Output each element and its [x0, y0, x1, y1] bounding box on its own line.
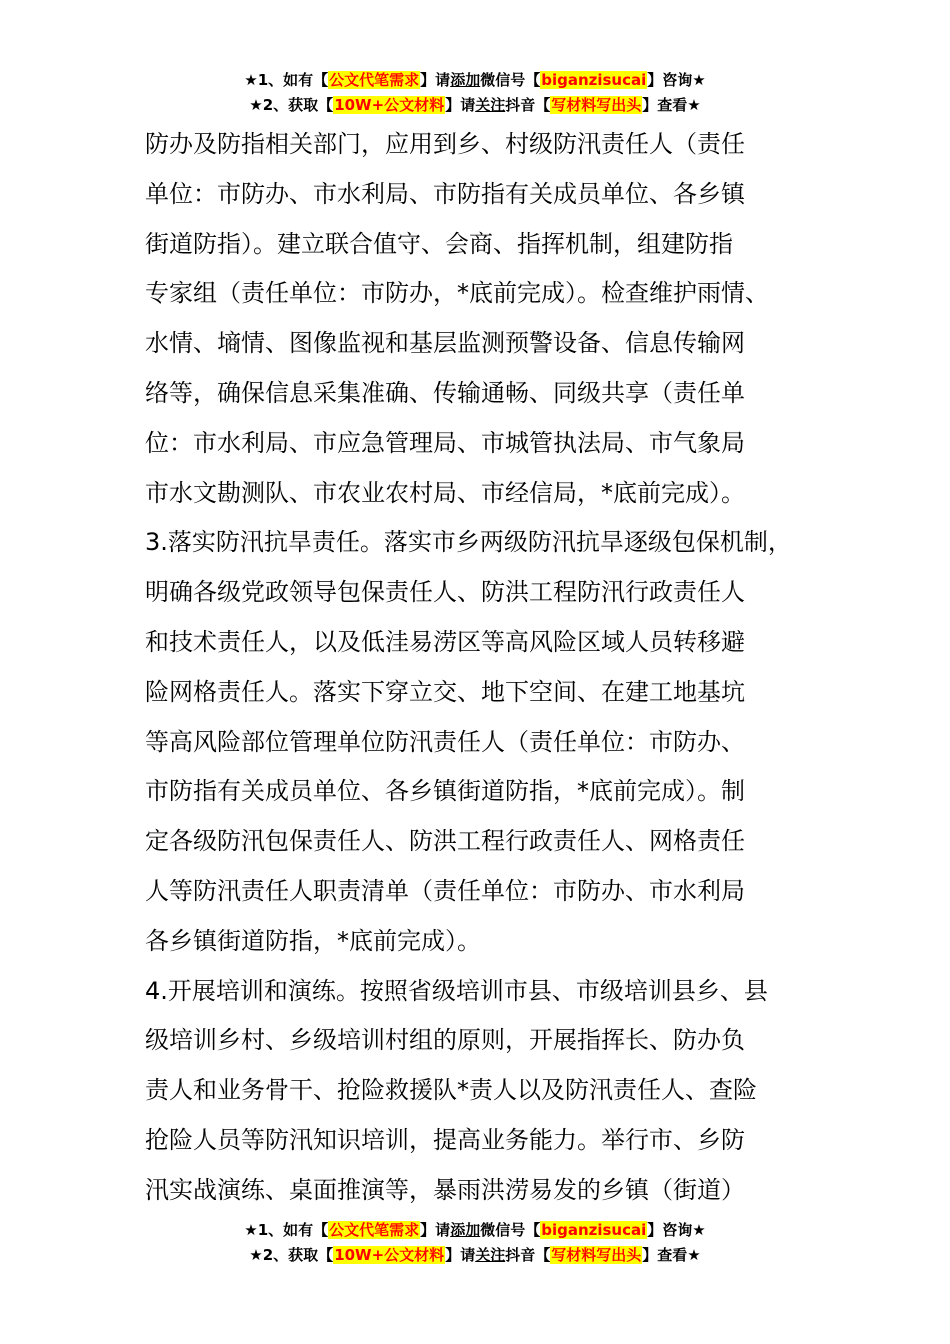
banner-text: 】请 [445, 96, 476, 114]
body-line: 络等，确保信息采集准确、传输通畅、同级共享（责任单 [145, 378, 745, 407]
body-line: 人等防汛责任人职责清单（责任单位：市防办、市水利局 [145, 876, 745, 905]
body-line: 街道防指）。建立联合值守、会商、指挥机制，组建防指 [145, 229, 733, 258]
banner-text: 】查看★ [642, 96, 701, 114]
underlined-text: 添加 [450, 71, 481, 89]
banner-text: ★2、获取【 [249, 96, 334, 114]
body-line: 水情、墒情、图像监视和基层监测预警设备、信息传输网 [145, 329, 745, 358]
banner-text: 抖音【 [505, 96, 551, 114]
highlight-text: 10W+公文材料 [334, 96, 445, 114]
body-line: 防办及防指相关部门，应用到乡、村级防汛责任人（责任 [145, 130, 745, 158]
banner-text: 】请 [420, 1221, 451, 1239]
highlight-text: 公文代笔需求 [329, 1221, 420, 1239]
document-body [145, 120, 825, 1216]
banner-line-1 [0, 1218, 950, 1243]
body-line: 抢险人员等防汛知识培训，提高业务能力。举行市、乡防 [145, 1125, 745, 1154]
header-banner [0, 68, 950, 118]
highlight-text: 写材料写出头 [551, 1246, 642, 1264]
body-line: 市防指有关成员单位、各乡镇街道防指，*底前完成）。制 [145, 777, 745, 806]
banner-text: 】咨询★ [647, 1221, 706, 1239]
footer-banner [0, 1218, 950, 1268]
highlight-text: 公文代笔需求 [329, 71, 420, 89]
body-line: 责人和业务骨干、抢险救援队*责人以及防汛责任人、查险 [145, 1076, 757, 1105]
banner-text: ★1、如有【 [244, 71, 329, 89]
banner-text: ★1、如有【 [244, 1221, 329, 1239]
body-line: 级培训乡村、乡级培训村组的原则，开展指挥长、防办负 [145, 1026, 745, 1055]
highlight-text: biganzisucai [541, 1221, 647, 1239]
underlined-text: 添加 [450, 1221, 481, 1239]
banner-text: ★2、获取【 [249, 1246, 334, 1264]
body-line: 专家组（责任单位：市防办，*底前完成）。检查维护雨情、 [145, 279, 769, 308]
body-line: 各乡镇街道防指，*底前完成）。 [145, 926, 481, 955]
body-line: 4.开展培训和演练。按照省级培训市县、市级培训县乡、县 [145, 976, 768, 1005]
body-line: 明确各级党政领导包保责任人、防洪工程防汛行政责任人 [145, 578, 745, 607]
banner-text: 】请 [445, 1246, 476, 1264]
banner-text: 微信号【 [480, 1221, 541, 1239]
banner-line-1 [0, 68, 950, 93]
banner-line-2 [0, 93, 950, 118]
banner-line-2 [0, 1243, 950, 1268]
banner-text: 】请 [420, 71, 451, 89]
banner-text: 抖音【 [505, 1246, 551, 1264]
highlight-text: 写材料写出头 [551, 96, 642, 114]
body-line: 市水文勘测队、市农业农村局、市经信局，*底前完成）。 [145, 478, 745, 507]
banner-text: 】咨询★ [647, 71, 706, 89]
body-line: 位：市水利局、市应急管理局、市城管执法局、市气象局 [145, 428, 745, 457]
body-line: 险网格责任人。落实下穿立交、地下空间、在建工地基坑 [145, 677, 745, 706]
underlined-text: 关注 [475, 1246, 506, 1264]
body-line: 和技术责任人，以及低洼易涝区等高风险区域人员转移避 [145, 627, 745, 656]
body-line: 定各级防汛包保责任人、防洪工程行政责任人、网格责任 [145, 827, 745, 856]
body-line: 汛实战演练、桌面推演等，暴雨洪涝易发的乡镇（街道） [145, 1175, 745, 1204]
underlined-text: 关注 [475, 96, 506, 114]
highlight-text: biganzisucai [541, 71, 647, 89]
body-line: 等高风险部位管理单位防汛责任人（责任单位：市防办、 [145, 727, 745, 756]
highlight-text: 10W+公文材料 [334, 1246, 445, 1264]
body-line: 单位：市防办、市水利局、市防指有关成员单位、各乡镇 [145, 179, 745, 208]
banner-text: 】查看★ [642, 1246, 701, 1264]
banner-text: 微信号【 [480, 71, 541, 89]
body-line: 3.落实防汛抗旱责任。落实市乡两级防汛抗旱逐级包保机制， [145, 528, 792, 557]
